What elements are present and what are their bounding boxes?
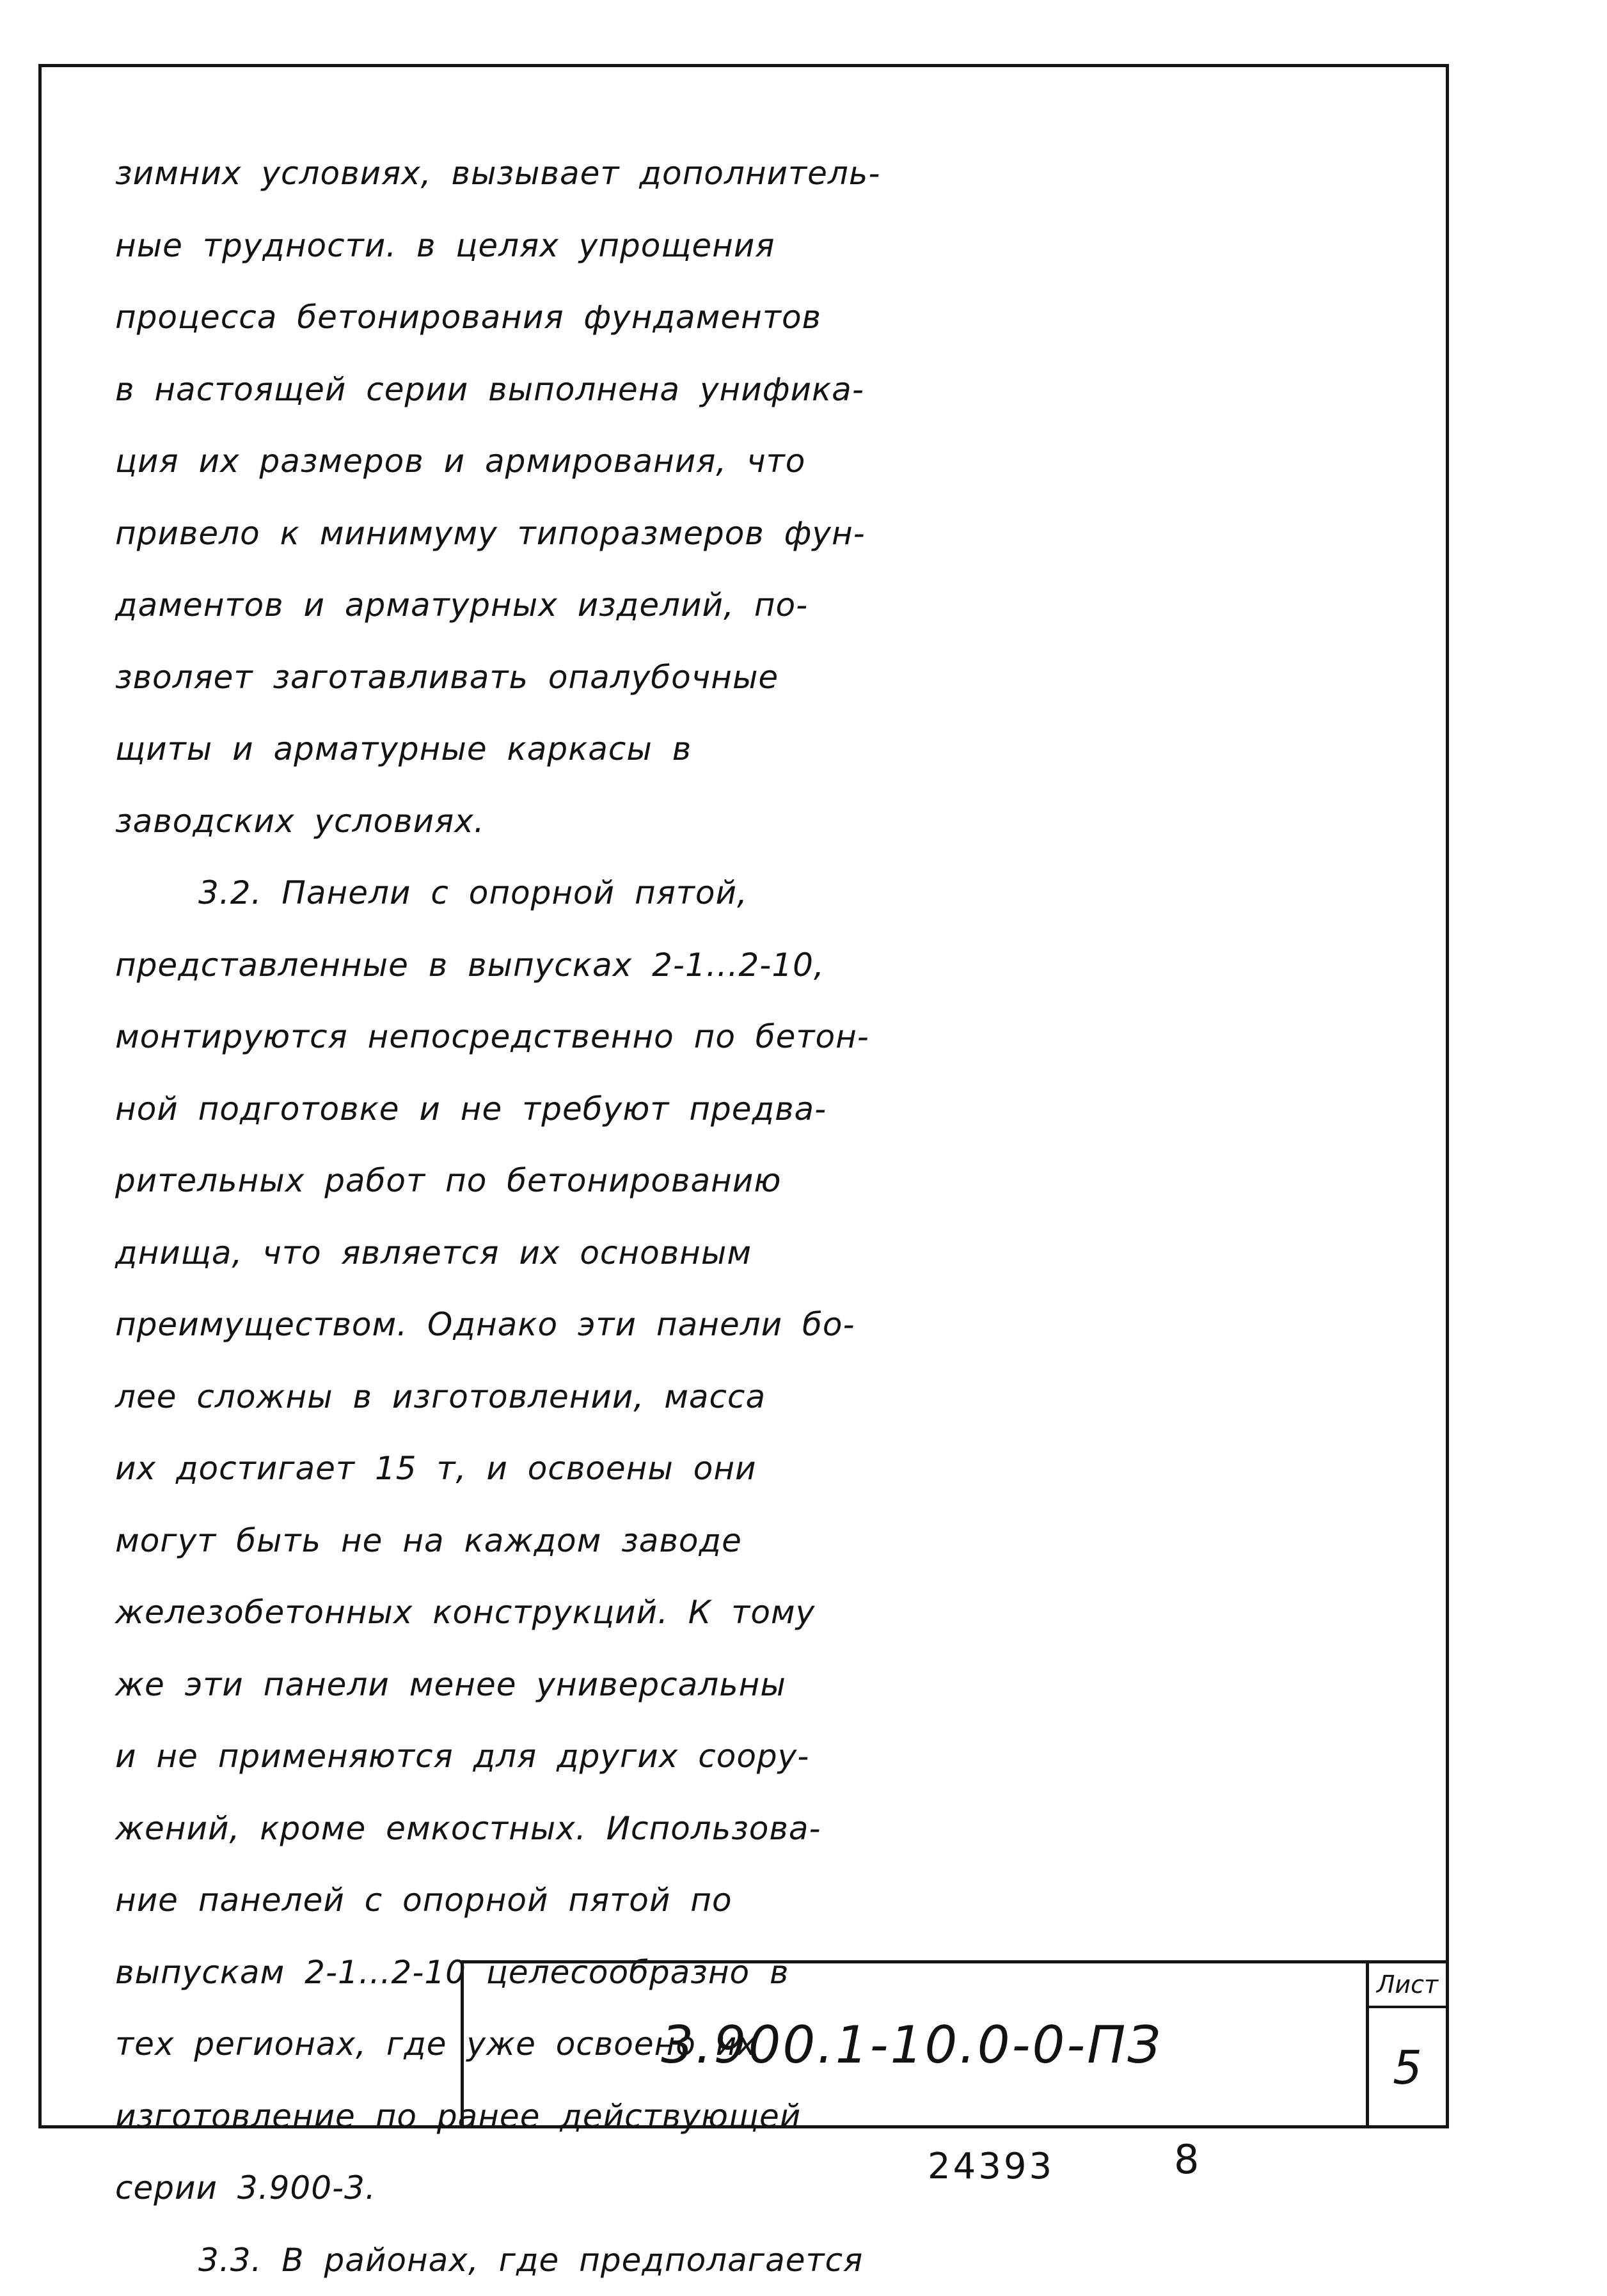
text-line: днища, что является их основным [115,1217,1433,1289]
text-line: монтируются непосредственно по бетон- [115,1001,1433,1073]
text-line: тех регионах, где уже освоено их [115,2008,1433,2080]
text-line: зволяет заготавливать опалубочные [115,641,1433,714]
sheet-cell [1366,1963,1446,2127]
text-line: рительных работ по бетонированию [115,1145,1433,1217]
sheet-label: Лист [1369,1963,1446,2008]
text-line: зимних условиях, вызывает дополнитель- [115,138,1433,210]
text-line: и не применяются для других соору- [115,1720,1433,1793]
text-line: ной подготовке и не требуют предва- [115,1073,1433,1145]
sheet-number: 5 [1369,2008,1446,2127]
text-line: преимуществом. Однако эти панели бо- [115,1289,1433,1361]
text-line: лее сложны в изготовлении, масса [115,1361,1433,1433]
text-line: в настоящей серии выполнена унифика- [115,354,1433,426]
text-line: изготовление по ранее действующей [115,2080,1433,2153]
inventory-number: 24393 [928,2146,1054,2187]
text-line: привело к минимуму типоразмеров фун- [115,498,1433,570]
text-line: ные трудности. в целях упрощения [115,210,1433,282]
text-line: щиты и арматурные каркасы в [115,713,1433,785]
text-line: выпускам 2-1...2-10 целесообразно в [115,1937,1433,2009]
title-block [461,1960,1446,2127]
text-line: жений, кроме емкостных. Использова- [115,1793,1433,1865]
text-line: 3.3. В районах, где предполагается [115,2224,1433,2296]
text-line: железобетонных конструкций. К тому [115,1577,1433,1649]
text-line: даментов и арматурных изделий, по- [115,569,1433,641]
text-line: серии 3.900-3. [115,2152,1433,2224]
text-line: процесса бетонирования фундаментов [115,281,1433,354]
text-line: могут быть не на каждом заводе [115,1505,1433,1577]
text-line: же эти панели менее универсальны [115,1649,1433,1721]
page-number: 8 [1174,2136,1199,2183]
text-line: ция их размеров и армирования, что [115,425,1433,498]
text-line: ние панелей с опорной пятой по [115,1864,1433,1937]
text-line: представленные в выпусках 2-1...2-10, [115,929,1433,1002]
text-line: 3.2. Панели с опорной пятой, [115,857,1433,929]
document-code: 3.900.1-10.0-0-ПЗ [464,1963,1359,2127]
text-line: заводских условиях. [115,785,1433,858]
text-line: их достигает 15 т, и освоены они [115,1433,1433,1505]
